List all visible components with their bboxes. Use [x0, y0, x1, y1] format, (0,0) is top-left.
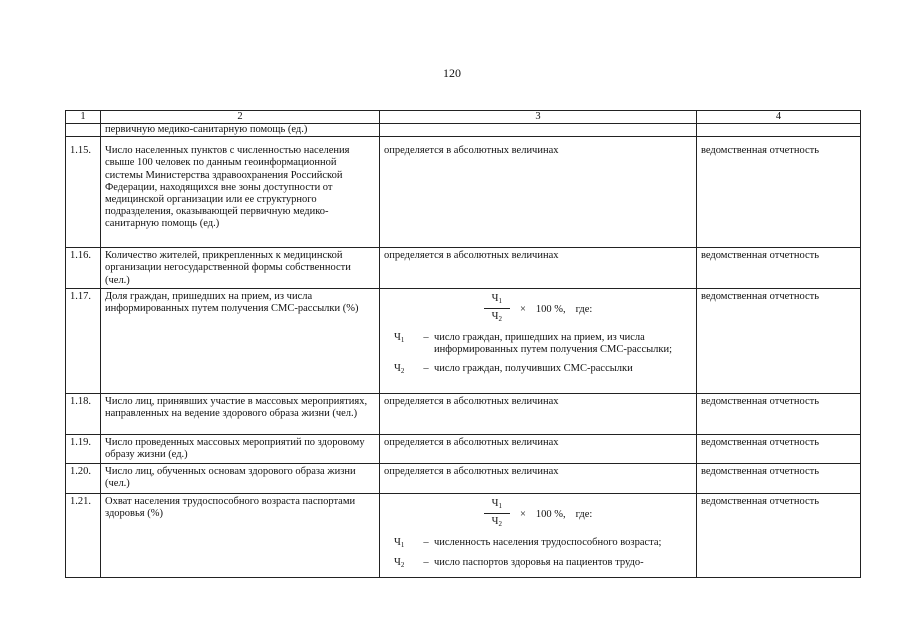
indicator-name: Количество жителей, прикрепленных к медицинской организации негосударственной формы собственности (чел.) — [101, 248, 380, 289]
fraction-numerator — [484, 293, 510, 309]
fraction — [484, 498, 510, 531]
formula-definitions — [384, 537, 692, 571]
calc-method: определяется в абсолютных величинах — [380, 137, 697, 248]
times-sign: × — [519, 508, 526, 520]
row-number: 1.15. — [66, 137, 101, 248]
var-subscript: 2 — [498, 315, 502, 324]
calc-method: определяется в абсолютных величинах — [380, 435, 697, 464]
row-number — [66, 124, 101, 137]
def-text: число граждан, получивших СМС-рассылки — [434, 362, 633, 374]
data-source: ведомственная отчетность — [697, 289, 861, 394]
def-dash: – — [423, 362, 429, 374]
table-row — [66, 124, 861, 137]
fraction-denominator — [492, 309, 502, 326]
definition-item — [384, 332, 692, 356]
fraction-denominator — [492, 514, 502, 531]
calc-method — [380, 494, 697, 578]
calc-method: определяется в абсолютных величинах — [380, 248, 697, 289]
table-row — [66, 464, 861, 494]
def-symbol: $Ч_1$ — [394, 537, 405, 550]
var-symbol: Ч — [491, 311, 499, 323]
def-symbol: $Ч_2$ — [394, 362, 405, 375]
data-source: ведомственная отчетность — [697, 464, 861, 494]
header-col-4: 4 — [697, 111, 861, 124]
calc-method — [380, 289, 697, 394]
def-symbol: $Ч_2$ — [394, 557, 405, 570]
table-row — [66, 289, 861, 394]
table-row — [66, 435, 861, 464]
multiplier: 100 %, — [535, 303, 566, 315]
data-source: ведомственная отчетность — [697, 394, 861, 435]
data-source: ведомственная отчетность — [697, 435, 861, 464]
data-source: ведомственная отчетность — [697, 494, 861, 578]
indicator-name: первичную медико-санитарную помощь (ед.) — [101, 124, 380, 137]
def-text: число паспортов здоровья на пациентов трудо- — [434, 557, 644, 569]
row-number: 1.16. — [66, 248, 101, 289]
row-number: 1.21. — [66, 494, 101, 578]
indicator-name: Число населенных пунктов с численностью населения свыше 100 человек по данным геоинформационной системы Министерства здравоохранения Российской Федерации, находящихся вне зоны доступности от медицинской организации или ее структурного подразделения, оказывающей первичную медико-санитарную помощь (ед.) — [101, 137, 380, 248]
var-symbol: Ч — [491, 293, 499, 305]
formula-definitions — [384, 332, 692, 377]
indicator-name: Число лиц, обученных основам здорового образа жизни (чел.) — [101, 464, 380, 494]
definition-item — [384, 363, 692, 377]
header-col-1: 1 — [66, 111, 101, 124]
data-source — [697, 124, 861, 137]
calc-method — [380, 124, 697, 137]
table-row — [66, 248, 861, 289]
row-number: 1.17. — [66, 289, 101, 394]
table-row — [66, 494, 861, 578]
def-dash: – — [423, 537, 429, 549]
page-number: 120 — [443, 66, 461, 80]
def-text: численность населения трудоспособного возраста; — [434, 537, 662, 549]
multiplier: 100 %, — [535, 508, 566, 520]
definition-item — [384, 557, 692, 571]
row-number: 1.19. — [66, 435, 101, 464]
var-symbol: Ч — [491, 516, 499, 528]
indicator-name: Доля граждан, пришедших на прием, из числа информированных путем получения СМС-рассылки (%) — [101, 289, 380, 394]
indicator-name: Число проведенных массовых мероприятий по здоровому образу жизни (ед.) — [101, 435, 380, 464]
data-source: ведомственная отчетность — [697, 137, 861, 248]
where-label: где: — [575, 508, 593, 520]
where-label: где: — [575, 303, 593, 315]
def-symbol: $Ч_1$ — [394, 332, 405, 345]
table-row — [66, 137, 861, 248]
header-col-2: 2 — [101, 111, 380, 124]
header-col-3: 3 — [380, 111, 697, 124]
fraction — [484, 293, 510, 326]
var-subscript: 2 — [498, 520, 502, 529]
calc-method: определяется в абсолютных величинах — [380, 464, 697, 494]
table-row — [66, 394, 861, 435]
indicators-table — [65, 110, 861, 578]
formula — [384, 498, 692, 531]
def-dash: – — [423, 557, 429, 569]
calc-method: определяется в абсолютных величинах — [380, 394, 697, 435]
var-subscript: 1 — [498, 297, 502, 306]
formula — [384, 293, 692, 326]
var-subscript: 1 — [498, 502, 502, 511]
fraction-numerator — [484, 498, 510, 514]
indicator-name: Охват населения трудоспособного возраста паспортами здоровья (%) — [101, 494, 380, 578]
def-dash: – — [423, 332, 429, 344]
definition-item — [384, 537, 692, 551]
row-number: 1.20. — [66, 464, 101, 494]
table-header-row — [66, 111, 861, 124]
data-source: ведомственная отчетность — [697, 248, 861, 289]
times-sign: × — [519, 303, 526, 315]
indicator-name: Число лиц, принявших участие в массовых мероприятиях, направленных на ведение здорового образа жизни (чел.) — [101, 394, 380, 435]
var-symbol: Ч — [491, 498, 499, 510]
def-text: число граждан, пришедших на прием, из числа информированных путем получения СМС-рассылки; — [434, 332, 673, 356]
row-number: 1.18. — [66, 394, 101, 435]
